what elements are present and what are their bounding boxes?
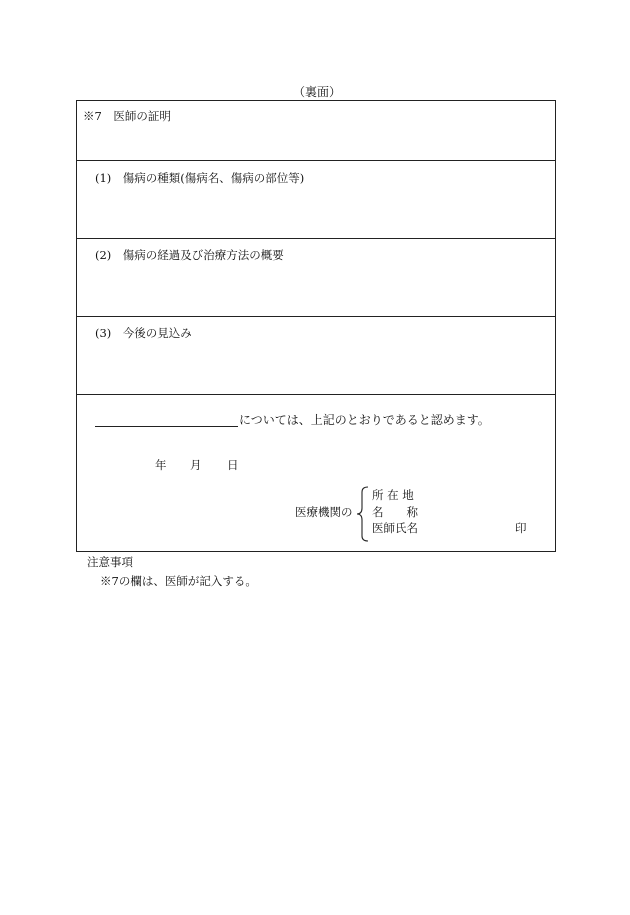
section-2-label: (2) 傷病の経過及び治療方法の概要 bbox=[95, 248, 284, 262]
row-divider bbox=[77, 238, 555, 239]
doctor-name-label: 医師氏名 bbox=[372, 521, 418, 535]
page-title: （裏面） bbox=[293, 85, 342, 99]
certificate-title: ※7 医師の証明 bbox=[83, 109, 171, 123]
row-divider bbox=[77, 316, 555, 317]
brace-icon bbox=[356, 486, 370, 542]
date-month: 月 bbox=[190, 458, 202, 472]
seal-mark: 印 bbox=[515, 521, 527, 535]
patient-name-blank[interactable] bbox=[95, 426, 238, 427]
certificate-table bbox=[76, 100, 556, 552]
name-label: 名 称 bbox=[372, 505, 418, 519]
section-1-label: (1) 傷病の種類(傷病名、傷病の部位等) bbox=[95, 171, 305, 185]
section-3-label: (3) 今後の見込み bbox=[95, 326, 192, 340]
note-item: ※7の欄は、医師が記入する。 bbox=[100, 574, 257, 588]
address-label: 所 在 地 bbox=[372, 488, 414, 502]
date-year: 年 bbox=[155, 458, 167, 472]
date-day: 日 bbox=[227, 458, 239, 472]
institution-prefix: 医療機関の bbox=[295, 505, 353, 519]
row-divider bbox=[77, 394, 555, 395]
notes-title: 注意事項 bbox=[87, 555, 133, 569]
row-divider bbox=[77, 160, 555, 161]
statement-text: については、上記のとおりであると認めます。 bbox=[239, 413, 490, 427]
